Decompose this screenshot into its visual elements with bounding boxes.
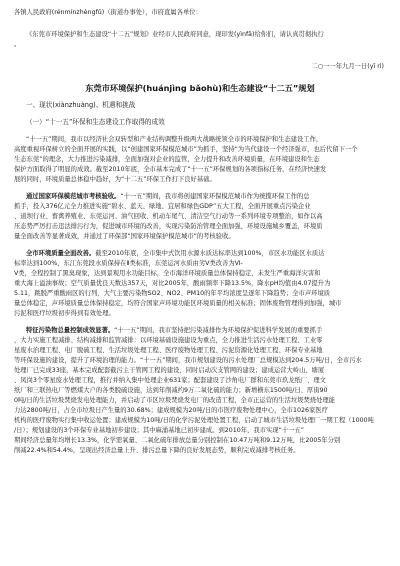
paragraph-line: 5.11，跳脱严重酸雨区的行列，大气主要污染物SO2、NO2、PM10的年平均浓度呈逐年下降趋势；全市声环境质 bbox=[14, 290, 331, 297]
paragraph-line: ，大力实施工程减排、结构减排和监管减排：以环境基础设施建设为重点，全力推进生活污水处理工程、工业零 bbox=[14, 337, 323, 344]
paragraph-line: 处理厂已完成33座，基本完成配套截污主干管网工程的建设，同时启动次支管网的建设；建成运营大岭山、塘厦 bbox=[14, 367, 325, 374]
paragraph-line: 期间经济总量年均增长13.3%，化学需氧量、二氧化硫年排放总量分别控制在10.47万吨和9.12万吨，比2005年分别 bbox=[14, 437, 341, 444]
paragraph-line: 、凤岗3个零星废水处理工程，推行并纳入集中处理企业631家；配套建设了沙角电厂群和东莞市玖龙纸厂、理文 bbox=[14, 377, 326, 384]
paragraph-line: 纸厂和三联热电厂等燃煤大户的各类脱硫设施，达到年削减约9万二氧化硫的能力；新增横东1500吨/日、厚街90 bbox=[14, 387, 328, 394]
paragraph-text: 截至2010年底，全市集中式饮用水源水质达标率达到100%，市区水功能区水质达 bbox=[95, 250, 325, 257]
paragraph-line: 削减22.4%和54.4%，呈现出经济总量上升、排污总量下降的良好发展态势，顺利完成减排考核任务。 bbox=[14, 447, 300, 454]
paragraph-line bbox=[14, 249, 386, 259]
paragraph-line: 机构的医疗废物实行集中收运处置；建成规模为10吨/日的化学污泥处理处置工程，启动了城市生活垃圾处理厂一期工程（1000吨 bbox=[14, 417, 374, 424]
paragraph-line: 重大海上溢油事故；空气质量优良天数达357天，对比2005年，酸雨频率下降13.5%，降水pH均值由4.07提升为 bbox=[14, 280, 331, 287]
notice-date: 二○一一年九月一日(yī rì) bbox=[311, 63, 384, 70]
paragraph-line: 量全面改善等显著成效，并通过了环保部“国家环境保护模范城市”的考核验收。 bbox=[14, 233, 235, 240]
paragraph-line: 污泥和医疗垃圾初步得到有效处理。 bbox=[14, 310, 115, 317]
paragraph-line: /日）；规划建设的3个环保专业基地初步建设；其中麻涌基地已初步建成。到2010年，我市实现“十一五” bbox=[14, 427, 304, 434]
paragraph-line: Ⅴ类，全程控制了黑臭现象，达到景观用水功能目标，全市海洋环境质量总体保持稳定，未发生严重海洋灾害和 bbox=[14, 270, 321, 277]
paragraph-environment-quality bbox=[14, 249, 386, 319]
paragraph-line: 0吨/日的生活垃圾焚烧发电处理能力，并启动了市区垃圾焚烧发电厂的改造工程，全市正运营的生活垃圾焚烧处理能 bbox=[14, 397, 335, 404]
paragraph-text: “十一五”期间，我市坚持把污染减排作为环境保护促进科学发展的重要抓手 bbox=[114, 327, 323, 334]
paragraph-lead: 全市环境质量全面改善。 bbox=[26, 250, 96, 257]
paragraph-line: 力达2800吨/日，占全市垃圾日产生量的30.68%；建成规模为20吨/日的市医疗废物处理中心，全市1026家医疗 bbox=[14, 407, 328, 414]
paragraph-line bbox=[14, 326, 386, 336]
subsection-heading: （一）“十一五”环保和生态建设工作取得的成效 bbox=[26, 118, 165, 126]
notice-body-end: 。 bbox=[14, 41, 21, 48]
section-heading: 一、现状(xiànzhuàng)、机遇和挑战 bbox=[26, 101, 136, 109]
paragraph-emission-control bbox=[14, 326, 386, 456]
notice-body-line: 《东莞市环境保护和生态建设“十二五”规划》业经市人民政府同意，现印发(yìnfā)给你们，请认真贯彻执行 bbox=[26, 31, 324, 38]
paragraph-model-city bbox=[14, 192, 386, 242]
paragraph-lead: 通过国家环保模范城市考核验收。 bbox=[26, 193, 121, 200]
paragraph-line bbox=[14, 192, 386, 202]
paragraph-line: 展的同时，环境质量总体稳中趋好，为“十二五”环保工作打下良好基础。 bbox=[14, 176, 216, 183]
addressee-line: 各镇人民政府(rénmínzhèngfǔ)（街道办事处），市府直属各单位： bbox=[14, 9, 202, 16]
paragraph-line: 高度重视环保树立的全面开展的实践，以“创建国家环保模范城市”为抓手，坚持“为当代建设一个经济强市，也后代留下一个 bbox=[14, 146, 358, 153]
paragraph-line: “十一五”期间，我市以经济社会双转型和产业结构调整升级两大战略统领全市的环境保护和生态建设工作， bbox=[26, 136, 323, 143]
document-title: 东莞市环境保护(huánjìng bǎohù)和生态建设“十二五”规划 bbox=[85, 83, 315, 93]
paragraph-line: 抓手，投入376亿元全力推进实施“碧水、蓝天、绿地、宜居和绿色GDP”五大工程，全面开展重点污染企业 bbox=[14, 203, 311, 210]
paragraph-line: 生态东莞”的理念，大力推进污染减排，全面加强对企业的监管，全力提升和改善环境质量，在环境建设和生态 bbox=[14, 156, 320, 163]
paragraph-line: 压态势严厉打击违法排污行为，促进城市环境的改善，实现污染防治管理全面加强，环境设施城乡覆盖，环境质 bbox=[14, 223, 323, 230]
notice-section bbox=[14, 0, 386, 72]
paragraph-achievements bbox=[14, 135, 386, 185]
paragraph-line: 标率达到100%，东江东莞段水质保持在Ⅱ类标准，东莞运河水质由劣Ⅴ类改善为Ⅵ- bbox=[14, 260, 243, 267]
paragraph-line: 等环保设施的建设，提升了环境治理的能力。“十一五”期间，我市规划建设的污水处理厂总规模达到204.5万吨/日，全市污水 bbox=[14, 357, 362, 364]
paragraph-line: 量总体稳定，声环境质量总体保持稳定，均符合国家声环境功能区环境质量的相关标准；固体废物管理得到加强，城市 bbox=[14, 300, 342, 307]
paragraph-lead: 特征污染物总量控制成效显著。 bbox=[26, 327, 115, 334]
paragraph-line: 保护方面取得了明显的成效。截至2010年底，全市基本完成了“十一五”环保规划的各项指标任务，在经济快速发 bbox=[14, 166, 327, 173]
paragraph-line: 星废水治理工程、电厂脱硫工程、生活垃圾处理工程、医疗废物处理工程、污泥资源化处理工程、环保专业基地 bbox=[14, 347, 323, 354]
paragraph-text: “十一五”期间，我市将创建国家环保模范城市作为统揽环保工作的总 bbox=[120, 193, 310, 200]
paragraph-line: 、道坝行业、畜禽养殖业、东莞运河、油气回收、机动车尾气、清洁空气行动等一系列环境专项整治，如作以高 bbox=[14, 213, 323, 220]
